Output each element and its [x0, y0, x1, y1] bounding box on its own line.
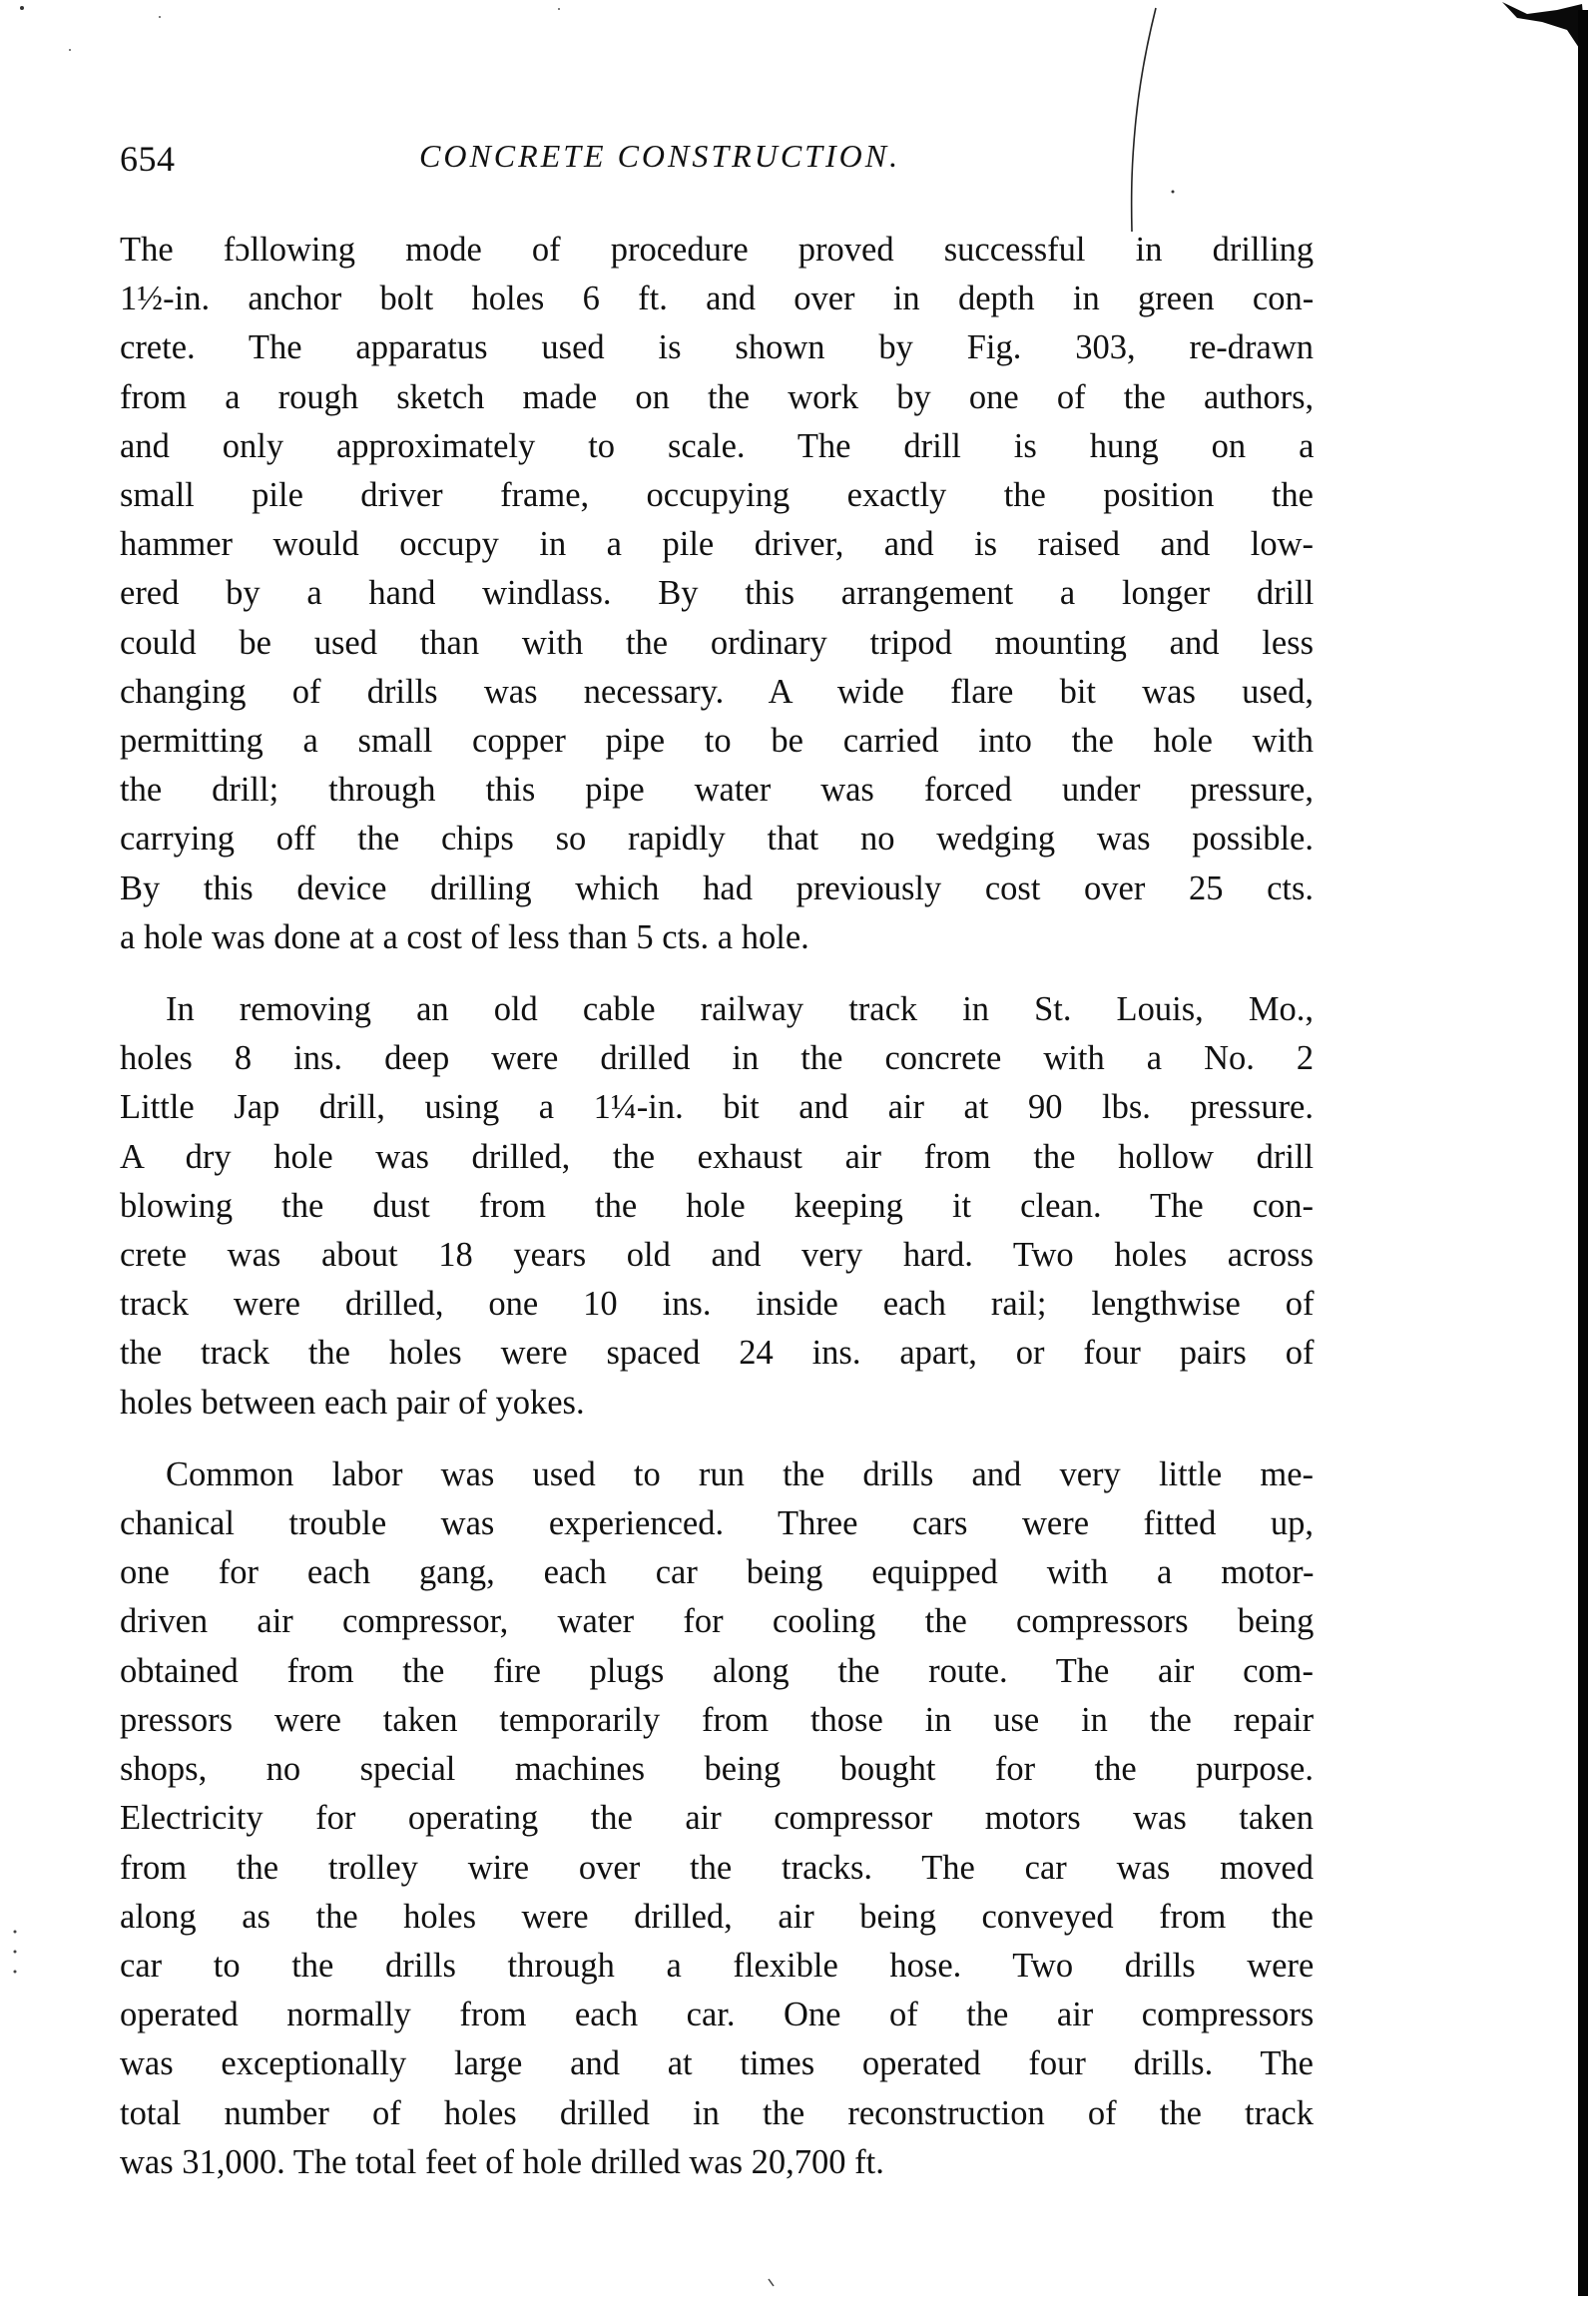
text-line: the drill; through this pipe water was forced under pressure,: [120, 771, 1314, 810]
text-line: the track the holes were spaced 24 ins. apart, or four pairs of: [120, 1334, 1315, 1373]
text-line: holes between each pair of yokes.: [120, 1383, 585, 1422]
page-number: 654: [120, 139, 176, 179]
text-line: was 31,000. The total feet of hole drilled was 20,700 ft.: [120, 2142, 884, 2181]
text-line: pressors were taken temporarily from those in use in the repair: [120, 1700, 1315, 1739]
text-line: Little Jap drill, using a 1¼-in. bit and air at 90 lbs. pressure.: [120, 1088, 1314, 1127]
text-line: obtained from the fire plugs along the route. The air com-: [120, 1651, 1314, 1690]
scan-right-edge: [1578, 10, 1588, 2296]
running-head: [120, 138, 1318, 188]
text-line: from the trolley wire over the tracks. The car was moved: [120, 1848, 1314, 1887]
text-line: car to the drills through a flexible hose. Two drills were: [120, 1946, 1315, 1985]
text-line: In removing an old cable railway track in St. Louis, Mo.,: [166, 990, 1314, 1029]
text-line: driven air compressor, water for cooling the compressors being: [120, 1602, 1315, 1641]
text-line: holes 8 ins. deep were drilled in the concrete with a No. 2: [120, 1039, 1315, 1078]
text-line: ered by a hand windlass. By this arrangement a longer drill: [120, 574, 1315, 613]
text-line: operated normally from each car. One of the air compressors: [120, 1996, 1315, 2034]
text-line: crete. The apparatus used is shown by Fig. 303, re-drawn: [120, 328, 1314, 367]
paragraph-2: [120, 985, 1314, 1428]
body-text: [120, 226, 1314, 2210]
text-line: small pile driver frame, occupying exactly the position the: [120, 476, 1314, 515]
text-line: A dry hole was drilled, the exhaust air from the hollow drill: [120, 1137, 1315, 1176]
text-line: The fɔllowing mode of procedure proved successful in drilling: [120, 231, 1315, 269]
text-line: track were drilled, one 10 ins. inside each rail; lengthwise of: [120, 1285, 1315, 1324]
text-line: chanical trouble was experienced. Three cars were fitted up,: [120, 1504, 1314, 1543]
text-line: shops, no special machines being bought for the purpose.: [120, 1750, 1314, 1789]
text-line: from a rough sketch made on the work by one of the authors,: [120, 377, 1315, 416]
text-line: and only approximately to scale. The drill is hung on a: [120, 426, 1315, 465]
text-line: carrying off the chips so rapidly that no wedging was possible.: [120, 820, 1314, 859]
text-line: along as the holes were drilled, air being conveyed from the: [120, 1897, 1314, 1936]
text-line: total number of holes drilled in the reconstruction of the track: [120, 2093, 1314, 2132]
text-line: Common labor was used to run the drills and very little me-: [166, 1454, 1314, 1493]
text-line: crete was about 18 years old and very hard. Two holes across: [120, 1236, 1314, 1275]
paragraph-3: [120, 1450, 1314, 2187]
text-line: blowing the dust from the hole keeping it clean. The con-: [120, 1186, 1314, 1225]
text-line: changing of drills was necessary. A wide flare bit was used,: [120, 672, 1314, 711]
text-line: a hole was done at a cost of less than 5 cts. a hole.: [120, 917, 809, 956]
text-line: 1½-in. anchor bolt holes 6 ft. and over in depth in green con-: [120, 280, 1315, 318]
text-line: could be used than with the ordinary tripod mounting and less: [120, 623, 1314, 662]
text-line: Electricity for operating the air compressor motors was taken: [120, 1799, 1314, 1838]
running-title: CONCRETE CONSTRUCTION.: [419, 138, 901, 174]
text-line: permitting a small copper pipe to be carried into the hole with: [120, 722, 1314, 761]
text-line: By this device drilling which had previously cost over 25 cts.: [120, 868, 1315, 907]
text-line: one for each gang, each car being equipped with a motor-: [120, 1553, 1315, 1592]
text-line: was exceptionally large and at times operated four drills. The: [120, 2044, 1314, 2083]
text-line: hammer would occupy in a pile driver, and is raised and low-: [120, 525, 1314, 564]
paragraph-1: [120, 226, 1314, 962]
